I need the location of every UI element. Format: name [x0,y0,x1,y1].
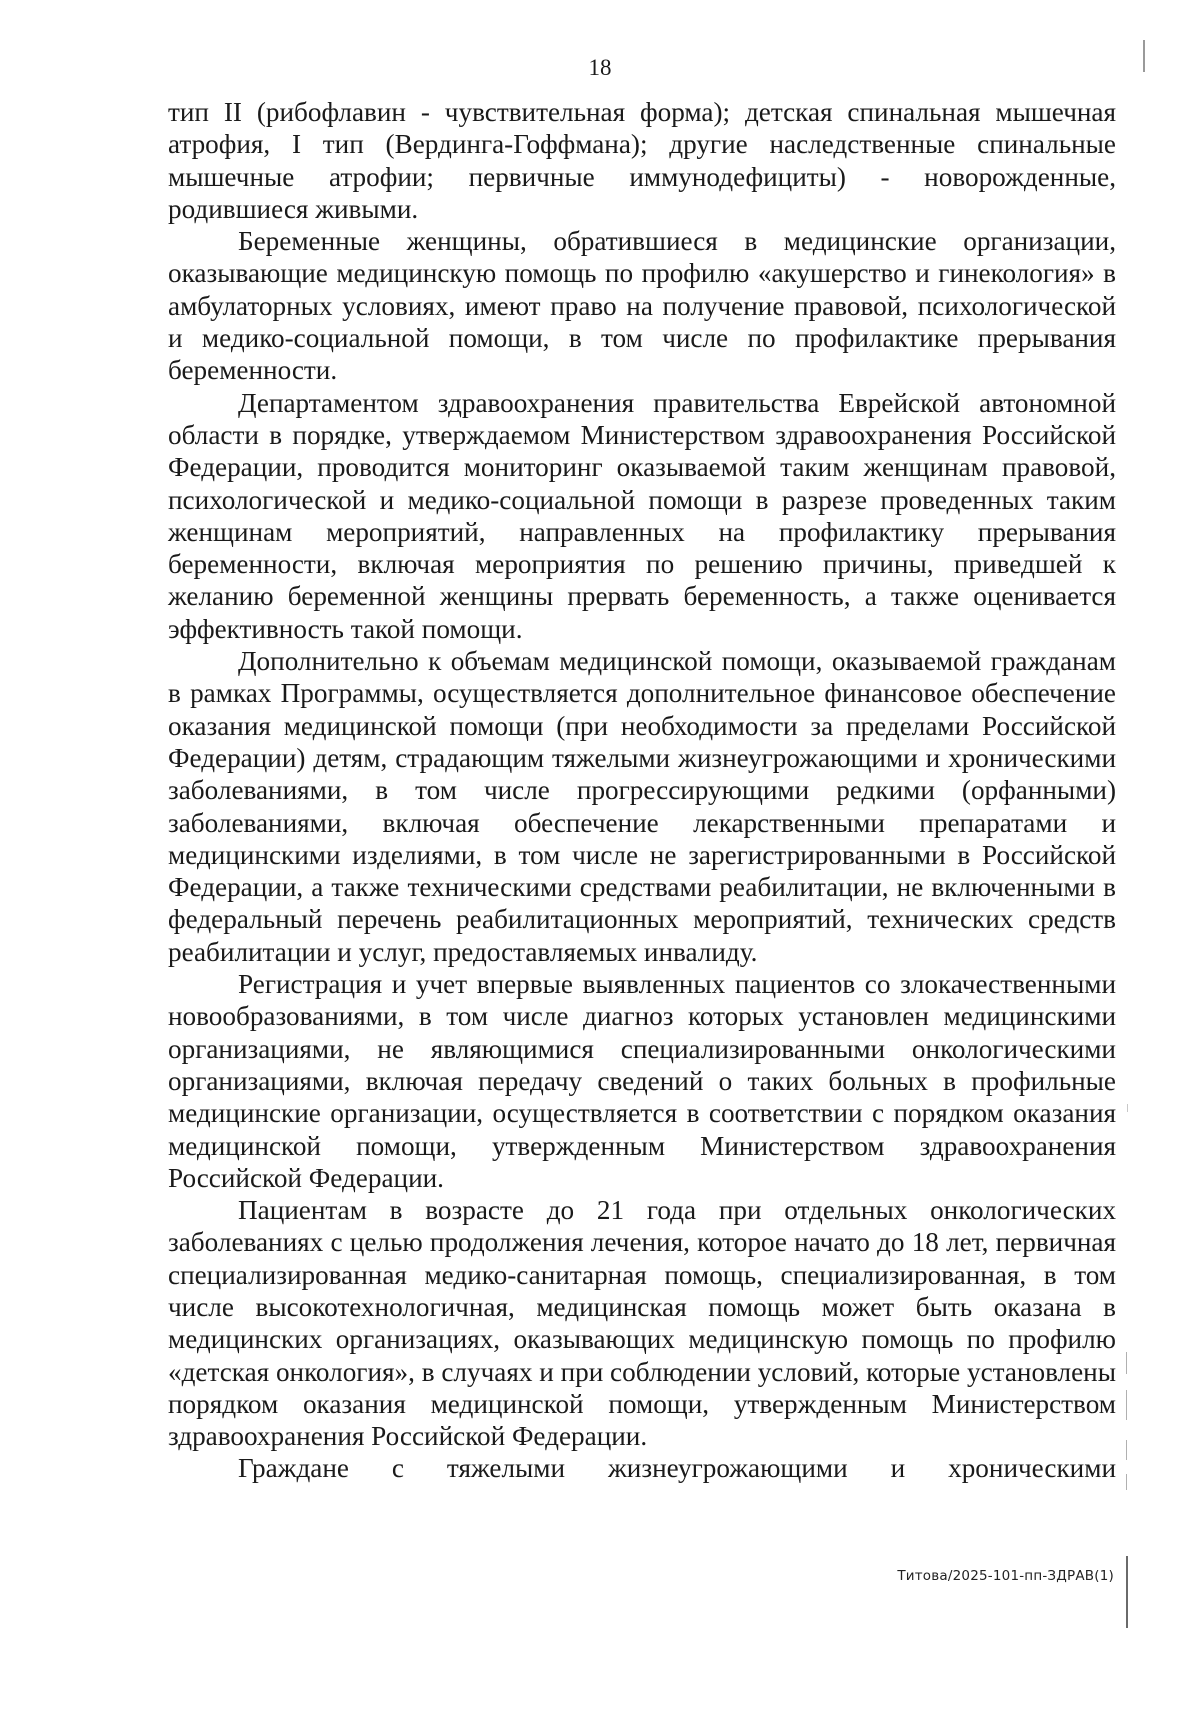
scan-edge-mark [1126,1390,1127,1420]
scan-edge-mark [1126,1352,1127,1374]
page-number: 18 [588,55,612,80]
document-body [168,96,1116,1485]
scan-edge-mark [1126,1556,1128,1628]
paragraph-oncology-registration: Регистрация и учет впервые выявленных пациентов со злокачественными новообразованиями, в том числе диагноз которых установлен медицинскими организациями, не являющимися специализированными онкологическими организациями, включая передачу сведений о таких больных в профильные медицинские организации, осуществляется в соответствии с порядком оказания медицинской помощи, утвержденным Министерством здравоохранения Российской Федерации. [168,969,1116,1193]
paragraph-monitoring: Департаментом здравоохранения правительства Еврейской автономной области в порядке, утверждаемом Министерством здравоохранения Российской Федерации, проводится мониторинг оказываемой таким женщинам правовой, психологической и медико-социальной помощи в разрезе проведенных таким женщинам мероприятий, направленных на профилактику прерывания беременности, включая мероприятия по решению причины, приведшей к желанию беременной женщины прервать беременность, а также оценивается эффективность такой помощи. [168,387,1116,644]
scan-edge-mark [1126,1440,1127,1460]
scan-edge-mark [1127,1104,1128,1112]
paragraph-pregnant-women: Беременные женщины, обратившиеся в медицинские организации, оказывающие медицинскую помощь по профилю «акушерство и гинекология» в амбулаторных условиях, имеют право на получение правовой, психологической и медико-социальной помощи, в том числе по профилактике прерывания беременности. [168,226,1116,386]
paragraph-citizens-chronic: Граждане с тяжелыми жизнеугрожающими и хроническими [238,1453,1116,1484]
document-code-footer: Титова/2025-101-пп-ЗДРАВ(1) [897,1568,1114,1584]
paragraph-additional-funding: Дополнительно к объемам медицинской помощи, оказываемой гражданам в рамках Программы, осуществляется дополнительное финансовое обеспечение оказания медицинской помощи (при необходимости за пределами Российской Федерации) детям, страдающим тяжелыми жизнеугрожающими и хроническими заболеваниями, в том числе прогрессирующими редкими (орфанными) заболеваниями, включая обеспечение лекарственными препаратами и медицинскими изделиями, в том числе не зарегистрированными в Российской Федерации, а также техническими средствами реабилитации, не включенными в федеральный перечень реабилитационных мероприятий, технических средств реабилитации и услуг, предоставляемых инвалиду. [168,646,1116,967]
paragraph-continuation: тип II (рибофлавин - чувствительная форма); детская спинальная мышечная атрофия, I тип (Вердинга-Гоффмана); другие наследственные спинальные мышечные атрофии; первичные иммунодефициты) - новорожденные, родившиеся живыми. [168,97,1116,224]
scan-edge-mark [1126,1474,1127,1490]
paragraph-patients-under-21: Пациентам в возрасте до 21 года при отдельных онкологических заболеваниях с целью продолжения лечения, которое начато до 18 лет, первичная специализированная медико-санитарная помощь, специализированная, в том числе высокотехнологичная, медицинская помощь может быть оказана в медицинских организациях, оказывающих медицинскую помощь по профилю «детская онкология», в случаях и при соблюдении условий, которые установлены порядком оказания медицинской помощи, утвержденным Министерством здравоохранения Российской Федерации. [168,1195,1116,1452]
scan-edge-mark [1143,40,1145,72]
